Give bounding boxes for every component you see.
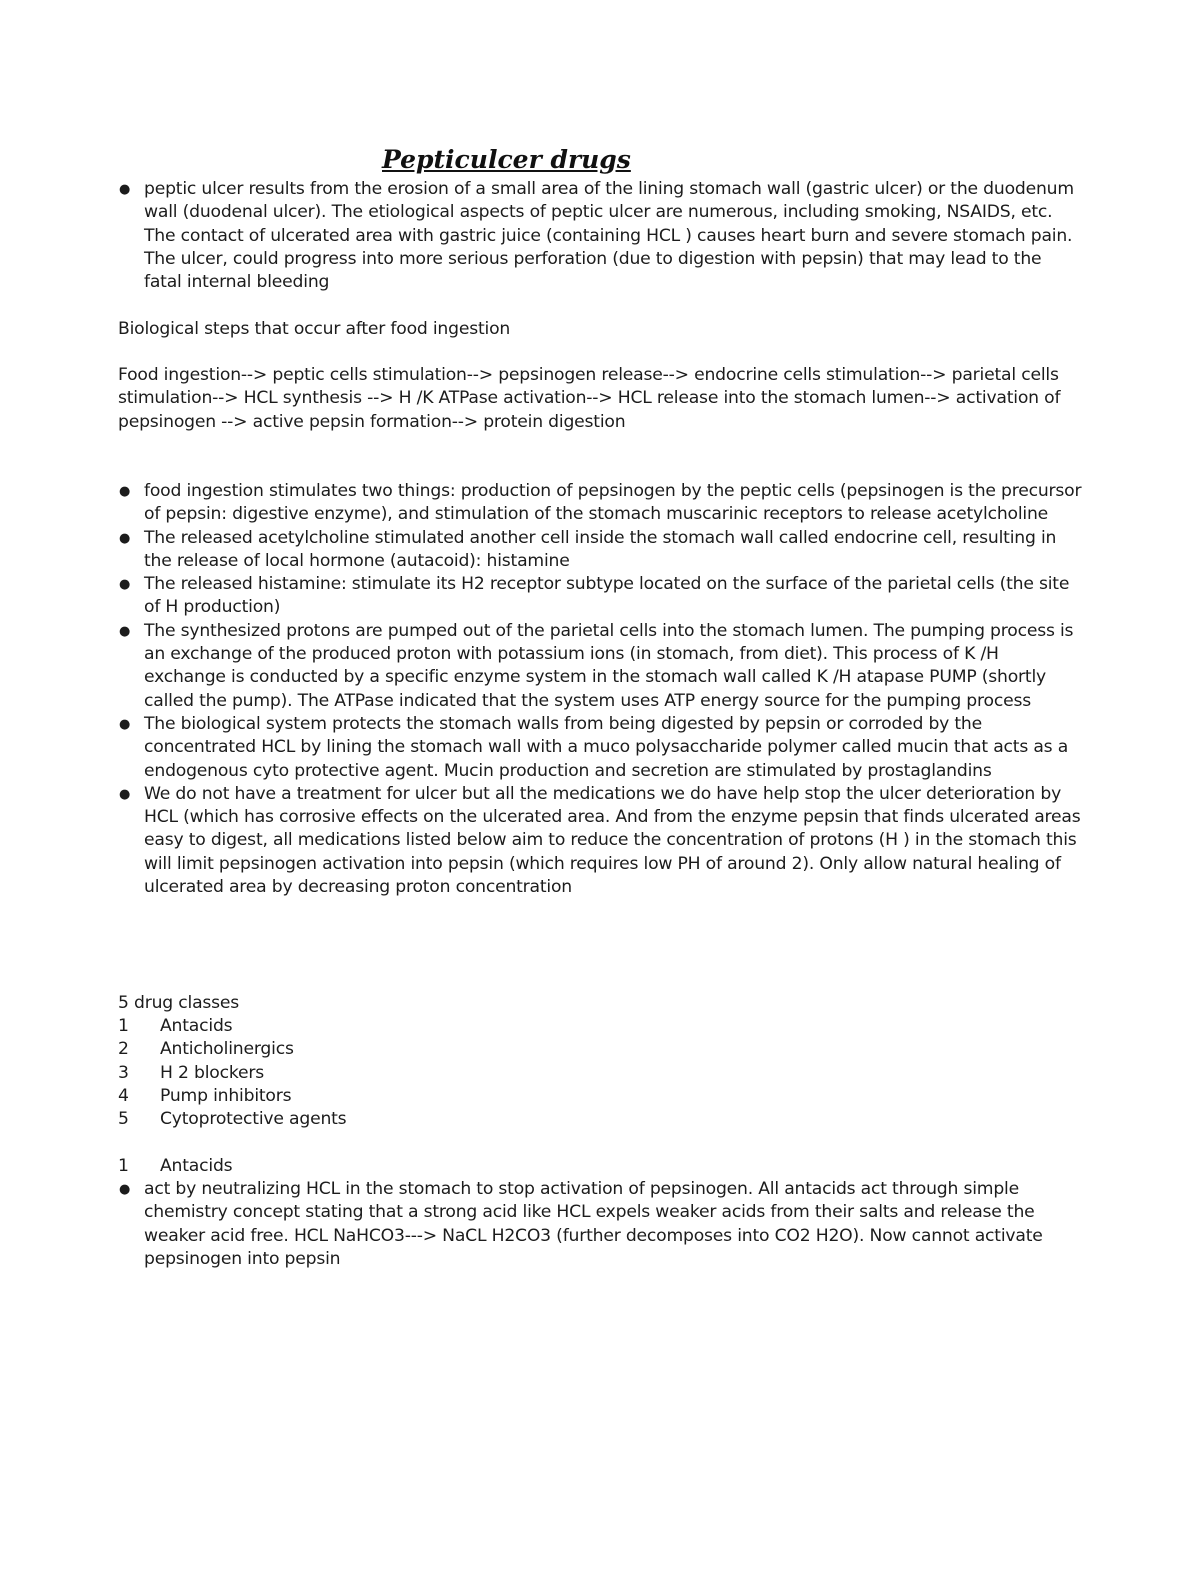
list-item-text: peptic ulcer results from the erosion of a small area of the lining stomach wall (gastric ulcer) or the duodenum wall (duodenal ulcer). The etiological aspects of peptic ulcer are numerous, including smoking, NSAIDS, etc. The contact of ulcerated area with gastric juice (containing HCL ) causes heart burn and severe stomach pain. The ulcer, could progress into more serious perforation (due to digestion with pepsin) that may lead to the fatal internal bleeding xyxy=(144,179,1074,293)
list-item-text: act by neutralizing HCL in the stomach to stop activation of pepsinogen. All antacids act through simple chemistry concept stating that a strong acid like HCL expels weaker acids from their salts and release the weaker acid free. HCL NaHCO3---> NaCL H2CO3 (further decomposes into CO2 H2O). Now cannot activate pepsinogen into pepsin xyxy=(144,1179,1043,1269)
list-item xyxy=(118,1085,718,1108)
bullet-icon: ● xyxy=(119,786,131,802)
list-number: 1 xyxy=(118,1016,129,1036)
list-item-text: The synthesized protons are pumped out of the parietal cells into the stomach lumen. The pumping process is an exchange of the produced proton with potassium ions (in stomach, from diet). This process of K /H exchange is conducted by a specific enzyme system in the stomach wall called K /H atapase PUMP (shortly called the pump). The ATPase indicated that the system uses ATP energy source for the pumping process xyxy=(144,620,1074,711)
list-item-text: H 2 blockers xyxy=(160,1062,264,1083)
list-number: 3 xyxy=(118,1062,129,1083)
list-item xyxy=(117,620,1082,713)
list-number: 1 xyxy=(118,1156,129,1176)
list-item-text: Pump inhibitors xyxy=(160,1085,292,1106)
list-item xyxy=(117,713,1082,783)
list-item-text: Anticholinergics xyxy=(160,1039,294,1060)
bullet-icon: ● xyxy=(119,1182,131,1197)
list-item xyxy=(118,1062,718,1085)
intro-bullet-list xyxy=(117,178,1082,294)
list-item xyxy=(117,178,1082,294)
list-number: 4 xyxy=(118,1085,129,1106)
drug-classes-heading: 5 drug classes xyxy=(118,993,240,1013)
section-heading xyxy=(118,1155,718,1178)
steps-flow: Food ingestion--> peptic cells stimulation--> pepsinogen release--> endocrine cells stimulation--> parietal cells stimulation--> HCL synthesis --> H /K ATPase activation--> HCL release into the stomach lumen--> activation of pepsinogen --> active pepsin formation--> protein digestion xyxy=(118,365,1061,432)
list-item-text: The released histamine: stimulate its H2 receptor subtype located on the surface of the parietal cells (the site of H production) xyxy=(144,574,1070,618)
bullet-icon: ● xyxy=(119,530,131,546)
antacids-heading xyxy=(118,1155,718,1178)
drug-classes-list xyxy=(118,1015,718,1131)
list-item xyxy=(118,1108,718,1131)
bullet-icon: ● xyxy=(119,623,131,639)
list-item xyxy=(117,1178,1082,1271)
list-item-text: food ingestion stimulates two things: production of pepsinogen by the peptic cells (pepsinogen is the precursor of pepsin: digestive enzyme), and stimulation of the stomach muscarinic receptors to release acetylcholine xyxy=(144,481,1082,525)
list-item-text: The released acetylcholine stimulated another cell inside the stomach wall called endocrine cell, resulting in the release of local hormone (autacoid): histamine xyxy=(144,527,1057,571)
antacids-bullet-list xyxy=(117,1178,1082,1271)
list-number: 5 xyxy=(118,1109,129,1130)
list-item xyxy=(117,480,1082,527)
list-item xyxy=(118,1015,718,1038)
list-item-text: Antacids xyxy=(160,1016,233,1036)
list-item-text: The biological system protects the stomach walls from being digested by pepsin or corroded by the concentrated HCL by lining the stomach wall with a muco polysaccharide polymer called mucin that acts as a endogenous cyto protective agent. Mucin production and secretion are stimulated by prostaglandins xyxy=(144,713,1069,781)
list-item xyxy=(117,527,1082,574)
steps-heading: Biological steps that occur after food ingestion xyxy=(118,319,511,339)
detail-bullet-list xyxy=(117,480,1082,899)
list-item xyxy=(117,783,1082,899)
page-title: Pepticulcer drugs xyxy=(382,145,631,174)
section-heading-text: Antacids xyxy=(160,1156,233,1176)
bullet-icon: ● xyxy=(119,716,131,732)
bullet-icon: ● xyxy=(119,182,131,197)
list-item xyxy=(117,573,1082,620)
list-item-text: We do not have a treatment for ulcer but all the medications we do have help stop the ulcer deterioration by HCL (which has corrosive effects on the ulcerated area. And from the enzyme pepsin that finds ulcerated areas easy to digest, all medications listed below aim to reduce the concentration of protons (H ) in the stomach this will limit pepsinogen activation into pepsin (which requires low PH of around 2). Only allow natural healing of ulcerated area by decreasing proton concentration xyxy=(144,783,1081,898)
bullet-icon: ● xyxy=(119,577,131,593)
list-number: 2 xyxy=(118,1039,129,1060)
bullet-icon: ● xyxy=(119,484,131,499)
list-item xyxy=(118,1038,718,1061)
list-item-text: Cytoprotective agents xyxy=(160,1109,347,1130)
